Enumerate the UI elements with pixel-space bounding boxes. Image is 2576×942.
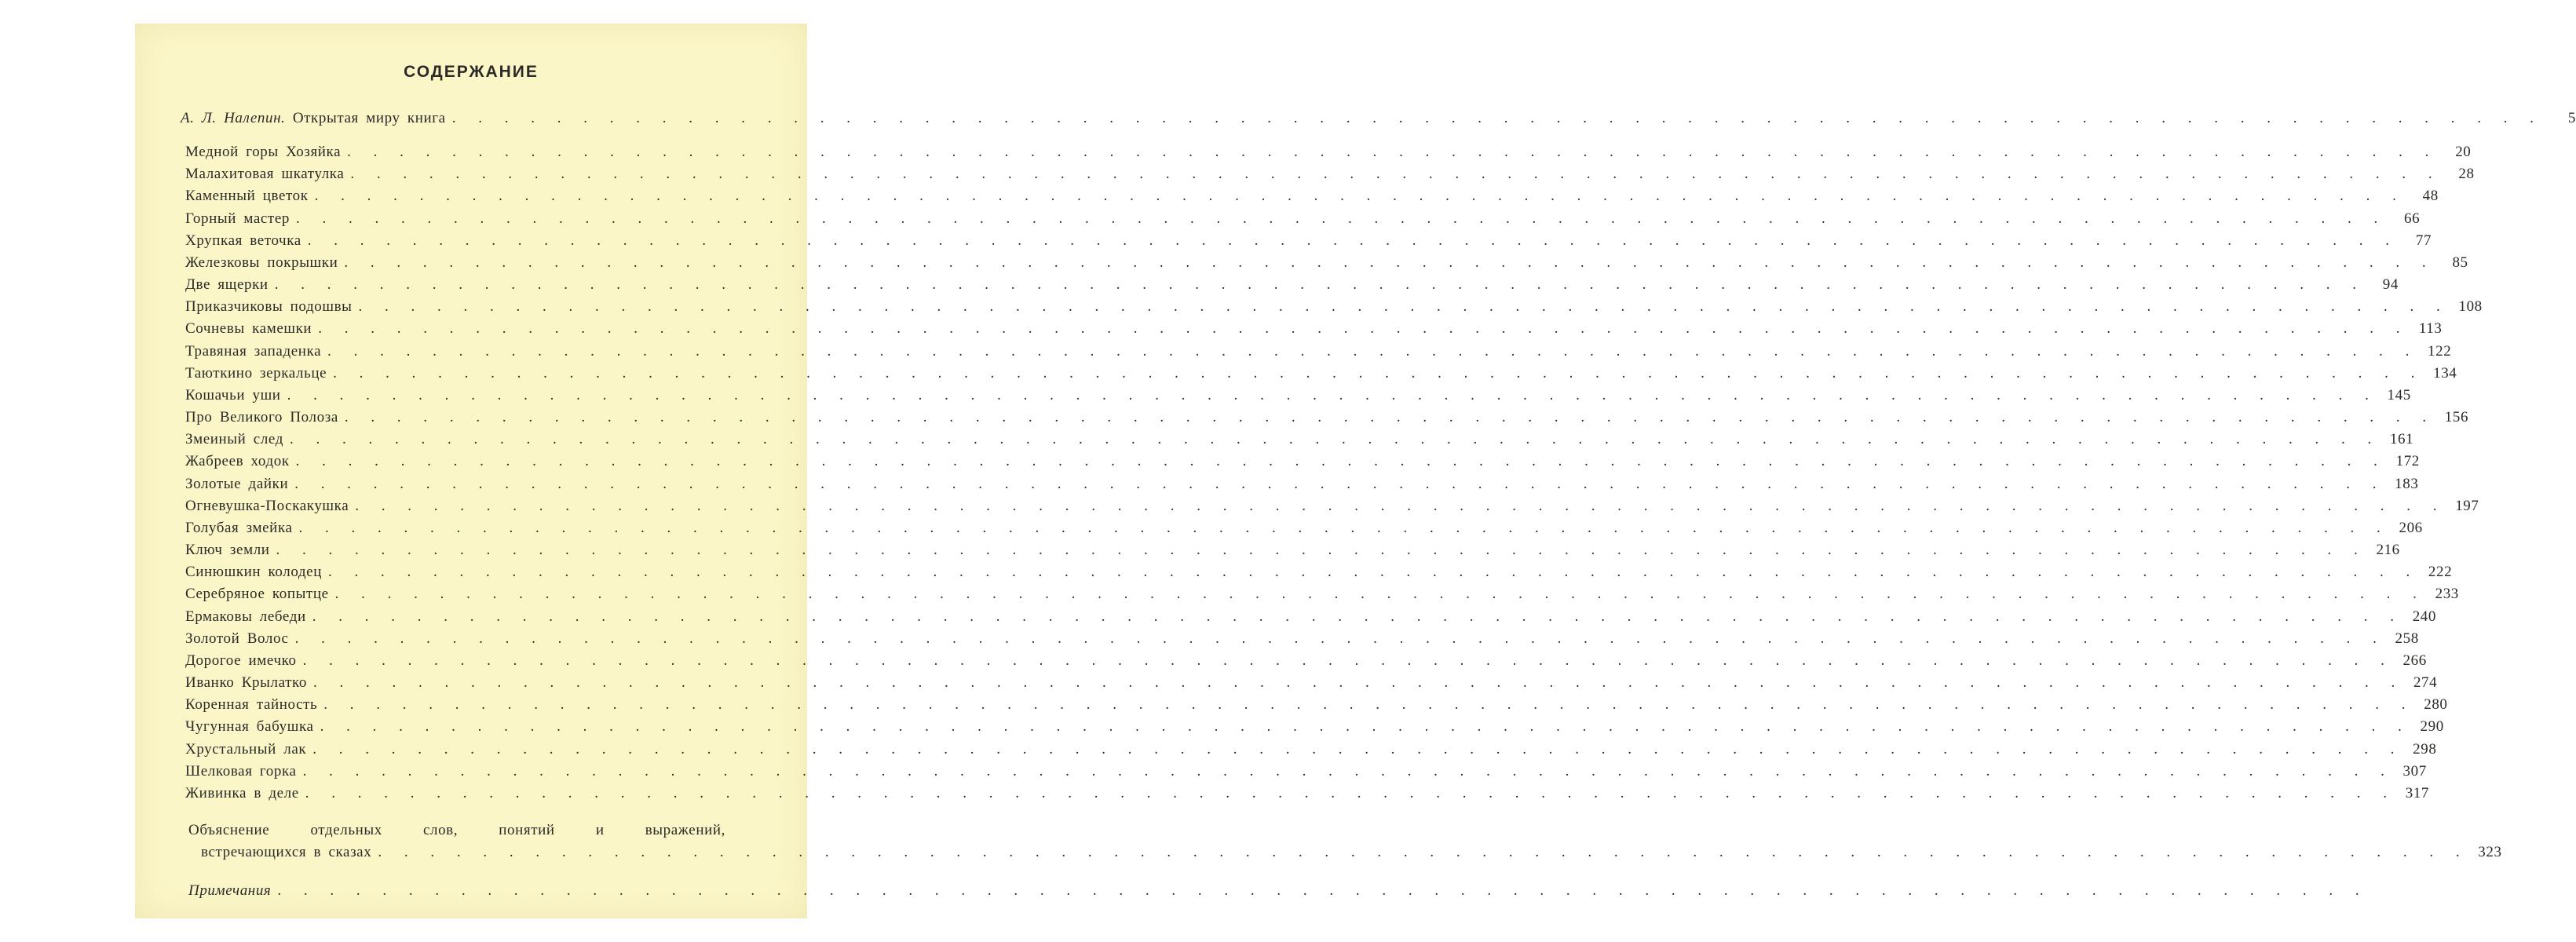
book-page — [135, 24, 2576, 918]
entry-page-number: 113 — [2418, 320, 2443, 338]
entry-title: Золотой Волос — [185, 630, 289, 647]
intro-author: А. Л. Налепин. — [181, 110, 286, 126]
entry-page-number: 156 — [2444, 409, 2469, 426]
entry-page-number: 274 — [2413, 674, 2438, 692]
toc-entry — [185, 784, 2430, 803]
entry-title: Приказчиковы подошвы — [185, 298, 353, 316]
toc-entry — [185, 696, 2448, 714]
entry-page-number: 183 — [2395, 475, 2419, 492]
toc-entry — [185, 740, 2437, 759]
dot-leader: . . . . . . . . . . . . . . . . . . . . . . . . . . . . . . . . . . . . . . . . . . . . . . . . . . . . . . . . . . . . . . . . . . . . . . . . . . . . . . . . — [327, 564, 2420, 581]
entry-title: Огневушка-Поскакушка — [185, 497, 349, 514]
dot-leader: . . . . . . . . . . . . . . . . . . . . . . . . . . . . . . . . . . . . . . . . . . . . . . . . . . . . . . . . . . . . . . . . . . . . . . . . . . . . . . . . — [302, 652, 2394, 669]
explanation-continuation: встречающихся в сказах — [201, 844, 372, 860]
dot-leader: . . . . . . . . . . . . . . . . . . . . . . . . . . . . . . . . . . . . . . . . . . . . . . . . . . . . . . . . . . . . . . . . . . . . . . . . . . . . . . . . — [312, 740, 2404, 758]
toc-entry — [185, 608, 2436, 626]
toc-entry — [185, 386, 2411, 405]
toc-entry — [185, 408, 2469, 427]
notes-title: Примечания — [188, 882, 272, 899]
entry-title: Каменный цветок — [185, 188, 309, 205]
dot-leader: . . . . . . . . . . . . . . . . . . . . . . . . . . . . . . . . . . . . . . . . . . . . . . . . . . . . . . . . . . . . . . . . . . . . . . . . . . . . . . . . — [277, 882, 2369, 899]
toc-entry — [185, 497, 2479, 516]
entry-title: Серебряное копытце — [185, 586, 329, 603]
toc-entry — [185, 563, 2453, 582]
dot-leader: . . . . . . . . . . . . . . . . . . . . . . . . . . . . . . . . . . . . . . . . . . . . . . . . . . . . . . . . . . . . . . . . . . . . . . . . . . . . . . . . — [289, 431, 2381, 448]
toc-entry — [185, 254, 2468, 272]
explanation-word: понятий — [499, 822, 555, 838]
entry-title: Ключ земли — [185, 542, 270, 559]
toc-entry — [185, 762, 2427, 781]
toc-entry — [185, 165, 2475, 184]
entry-title: Медной горы Хозяйка — [185, 144, 342, 160]
entry-page-number: 108 — [2458, 298, 2483, 316]
explanation-page-number: 323 — [2478, 844, 2502, 860]
entry-title: Кошачьи уши — [185, 386, 281, 403]
entry-page-number: 145 — [2387, 386, 2411, 403]
dot-leader: . . . . . . . . . . . . . . . . . . . . . . . . . . . . . . . . . . . . . . . . . . . . . . . . . . . . . . . . . . . . . . . . . . . . . . . . . . . . . . . . — [274, 276, 2366, 294]
dot-leader: . . . . . . . . . . . . . . . . . . . . . . . . . . . . . . . . . . . . . . . . . . . . . . . . . . . . . . . . . . . . . . . . . . . . . . . . . . . . . . . . — [302, 762, 2394, 780]
toc-entry — [185, 519, 2423, 538]
entry-title: Малахитовая шкатулка — [185, 166, 345, 183]
entry-page-number: 233 — [2435, 586, 2459, 603]
entry-title: Сочневы камешки — [185, 320, 312, 338]
toc-entry — [185, 232, 2432, 250]
entry-page-number: 20 — [2455, 144, 2472, 160]
entry-page-number: 298 — [2413, 740, 2437, 758]
explanation-word: отдельных — [310, 822, 382, 838]
toc-entry — [185, 210, 2421, 228]
entry-title: Ермаковы лебеди — [185, 608, 306, 625]
dot-leader: . . . . . . . . . . . . . . . . . . . . . . . . . . . . . . . . . . . . . . . . . . . . . . . . . . . . . . . . . . . . . . . . . . . . . . . . . . . . . . . . — [318, 320, 2410, 338]
toc-entry — [185, 475, 2419, 494]
entry-title: Чугунная бабушка — [185, 718, 314, 736]
dot-leader: . . . . . . . . . . . . . . . . . . . . . . . . . . . . . . . . . . . . . . . . . . . . . . . . . . . . . . . . . . . . . . . . . . . . . . . . . . . . . . . . — [294, 475, 2386, 492]
toc-entry — [185, 319, 2443, 338]
toc-entry — [185, 430, 2414, 449]
dot-leader: . . . . . . . . . . . . . . . . . . . . . . . . . . . . . . . . . . . . . . . . . . . . . . . . . . . . . . . . . . . . . . . . . . . . . . . . . . . . . . . . — [313, 674, 2405, 692]
entry-title: Хрустальный лак — [185, 740, 307, 758]
entry-page-number: 266 — [2402, 652, 2427, 669]
entry-title: Шелковая горка — [185, 762, 297, 780]
entry-title: Золотые дайки — [185, 475, 289, 492]
entry-page-number: 240 — [2412, 608, 2436, 625]
dot-leader: . . . . . . . . . . . . . . . . . . . . . . . . . . . . . . . . . . . . . . . . . . . . . . . . . . . . . . . . . . . . . . . . . . . . . . . . . . . . . . . . — [333, 364, 2424, 382]
entry-title: Таюткино зеркальце — [185, 364, 327, 382]
entry-title: Жабреев ходок — [185, 453, 290, 470]
dot-leader: . . . . . . . . . . . . . . . . . . . . . . . . . . . . . . . . . . . . . . . . . . . . . . . . . . . . . . . . . . . . . . . . . . . . . . . . . . . . . . . . — [298, 519, 2390, 536]
entry-page-number: 290 — [2420, 718, 2444, 736]
entry-page-number: 122 — [2428, 342, 2452, 360]
explanation-line-1 — [188, 821, 725, 840]
entry-title: Иванко Крылатко — [185, 674, 307, 692]
entry-title: Синюшкин колодец — [185, 564, 322, 581]
dot-leader: . . . . . . . . . . . . . . . . . . . . . . . . . . . . . . . . . . . . . . . . . . . . . . . . . . . . . . . . . . . . . . . . . . . . . . . . . . . . . . . . — [327, 342, 2419, 360]
dot-leader: . . . . . . . . . . . . . . . . . . . . . . . . . . . . . . . . . . . . . . . . . . . . . . . . . . . . . . . . . . . . . . . . . . . . . . . . . . . . . . . . — [314, 188, 2406, 205]
dot-leader: . . . . . . . . . . . . . . . . . . . . . . . . . . . . . . . . . . . . . . . . . . . . . . . . . . . . . . . . . . . . . . . . . . . . . . . . . . . . . . . . — [323, 696, 2415, 714]
entry-page-number: 280 — [2424, 696, 2448, 714]
toc-entry — [185, 541, 2400, 560]
entry-page-number: 161 — [2389, 431, 2414, 448]
entry-page-number: 172 — [2395, 453, 2420, 470]
entry-page-number: 77 — [2415, 232, 2432, 249]
entry-title: Про Великого Полоза — [185, 409, 338, 426]
intro-title: Открытая миру книга — [292, 110, 446, 126]
toc-entry — [185, 717, 2444, 736]
dot-leader: . . . . . . . . . . . . . . . . . . . . . . . . . . . . . . . . . . . . . . . . . . . . . . . . . . . . . . . . . . . . . . . . . . . . . . . . . . . . . . . . — [347, 144, 2439, 160]
toc-entry — [185, 298, 2483, 316]
dot-leader: . . . . . . . . . . . . . . . . . . . . . . . . . . . . . . . . . . . . . . . . . . . . . . . . . . . . . . . . . . . . . . . . . . . . . . . . . . . . . . . . — [287, 386, 2378, 403]
toc-entry — [185, 364, 2457, 383]
entry-title: Коренная тайность — [185, 696, 318, 714]
entry-title: Горный мастер — [185, 210, 290, 227]
entry-page-number: 28 — [2458, 166, 2475, 183]
entry-title: Живинка в деле — [185, 784, 299, 801]
dot-leader: . . . . . . . . . . . . . . . . . . . . . . . . . . . . . . . . . . . . . . . . . . . . . . . . . . . . . . . . . . . . . . . . . . . . . . . . . . . . . . . . — [355, 497, 2446, 514]
toc-entry — [185, 276, 2399, 294]
toc-entry — [185, 674, 2438, 692]
toc-entry — [185, 187, 2439, 206]
entry-page-number: 134 — [2433, 364, 2457, 382]
explanation-word: выражений, — [645, 822, 725, 838]
dot-leader: . . . . . . . . . . . . . . . . . . . . . . . . . . . . . . . . . . . . . . . . . . . . . . . . . . . . . . . . . . . . . . . . . . . . . . . . . . . . . . . . — [350, 166, 2442, 183]
entry-title: Голубая змейка — [185, 519, 293, 536]
entry-title: Дорогое имечко — [185, 652, 297, 669]
dot-leader: . . . . . . . . . . . . . . . . . . . . . . . . . . . . . . . . . . . . . . . . . . . . . . . . . . . . . . . . . . . . . . . . . . . . . . . . . . . . . . . . — [295, 453, 2387, 470]
toc-entry — [185, 585, 2459, 604]
entry-page-number: 85 — [2452, 254, 2468, 271]
entry-page-number: 317 — [2405, 784, 2430, 801]
dot-leader: . . . . . . . . . . . . . . . . . . . . . . . . . . . . . . . . . . . . . . . . . . . . . . . . . . . . . . . . . . . . . . . . . . . . . . . . . . . . . . . . — [378, 844, 2469, 860]
entry-page-number: 66 — [2404, 210, 2421, 227]
entry-page-number: 48 — [2422, 188, 2439, 205]
dot-leader: . . . . . . . . . . . . . . . . . . . . . . . . . . . . . . . . . . . . . . . . . . . . . . . . . . . . . . . . . . . . . . . . . . . . . . . . . . . . . . . . — [334, 586, 2426, 603]
toc-entry — [185, 630, 2419, 648]
entry-page-number: 197 — [2455, 497, 2479, 514]
explanation-line-2 — [201, 843, 2502, 862]
intro-page-number: 5 — [2567, 110, 2576, 126]
entry-page-number: 216 — [2376, 542, 2400, 559]
entry-title: Травяная западенка — [185, 342, 322, 360]
toc-intro-entry — [181, 109, 2576, 128]
toc-entry — [185, 143, 2472, 162]
dot-leader: . . . . . . . . . . . . . . . . . . . . . . . . . . . . . . . . . . . . . . . . . . . . . . . . . . . . . . . . . . . . . . . . . . . . . . . . . . . . . . . . — [358, 298, 2450, 316]
dot-leader: . . . . . . . . . . . . . . . . . . . . . . . . . . . . . . . . . . . . . . . . . . . . . . . . . . . . . . . . . . . . . . . . . . . . . . . . . . . . . . . . — [307, 232, 2399, 249]
explanation-word: слов, — [422, 822, 459, 838]
entry-title: Хрупкая веточка — [185, 232, 301, 249]
entry-title: Две ящерки — [185, 276, 269, 294]
toc-entry — [185, 452, 2420, 471]
dot-leader: . . . . . . . . . . . . . . . . . . . . . . . . . . . . . . . . . . . . . . . . . . . . . . . . . . . . . . . . . . . . . . . . . . . . . . . . . . . . . . . . — [294, 630, 2386, 647]
toc-entry — [185, 652, 2427, 670]
dot-leader: . . . . . . . . . . . . . . . . . . . . . . . . . . . . . . . . . . . . . . . . . . . . . . . . . . . . . . . . . . . . . . . . . . . . . . . . . . . . . . . . — [305, 784, 2397, 801]
entry-page-number: 222 — [2428, 564, 2453, 581]
toc-notes-entry — [188, 882, 2369, 900]
entry-page-number: 206 — [2399, 519, 2423, 536]
dot-leader: . . . . . . . . . . . . . . . . . . . . . . . . . . . . . . . . . . . . . . . . . . . . . . . . . . . . . . . . . . . . . . . . . . . . . . . . . . . . . . . . — [344, 409, 2436, 426]
dot-leader: . . . . . . . . . . . . . . . . . . . . . . . . . . . . . . . . . . . . . . . . . . . . . . . . . . . . . . . . . . . . . . . . . . . . . . . . . . . . . . . . — [451, 110, 2543, 126]
entry-page-number: 307 — [2402, 762, 2427, 780]
dot-leader: . . . . . . . . . . . . . . . . . . . . . . . . . . . . . . . . . . . . . . . . . . . . . . . . . . . . . . . . . . . . . . . . . . . . . . . . . . . . . . . . — [320, 718, 2411, 736]
dot-leader: . . . . . . . . . . . . . . . . . . . . . . . . . . . . . . . . . . . . . . . . . . . . . . . . . . . . . . . . . . . . . . . . . . . . . . . . . . . . . . . . — [312, 608, 2403, 625]
entry-page-number: 258 — [2395, 630, 2419, 647]
explanation-word: и — [595, 822, 605, 838]
page-title: СОДЕРЖАНИЕ — [404, 63, 539, 81]
dot-leader: . . . . . . . . . . . . . . . . . . . . . . . . . . . . . . . . . . . . . . . . . . . . . . . . . . . . . . . . . . . . . . . . . . . . . . . . . . . . . . . . — [276, 542, 2367, 559]
dot-leader: . . . . . . . . . . . . . . . . . . . . . . . . . . . . . . . . . . . . . . . . . . . . . . . . . . . . . . . . . . . . . . . . . . . . . . . . . . . . . . . . — [344, 254, 2435, 271]
entry-title: Змеиный след — [185, 431, 283, 448]
dot-leader: . . . . . . . . . . . . . . . . . . . . . . . . . . . . . . . . . . . . . . . . . . . . . . . . . . . . . . . . . . . . . . . . . . . . . . . . . . . . . . . . — [295, 210, 2388, 227]
explanation-word: Объяснение — [188, 822, 270, 838]
entry-title: Железковы покрышки — [185, 254, 338, 271]
entry-page-number: 94 — [2382, 276, 2399, 294]
toc-entry — [185, 342, 2452, 361]
